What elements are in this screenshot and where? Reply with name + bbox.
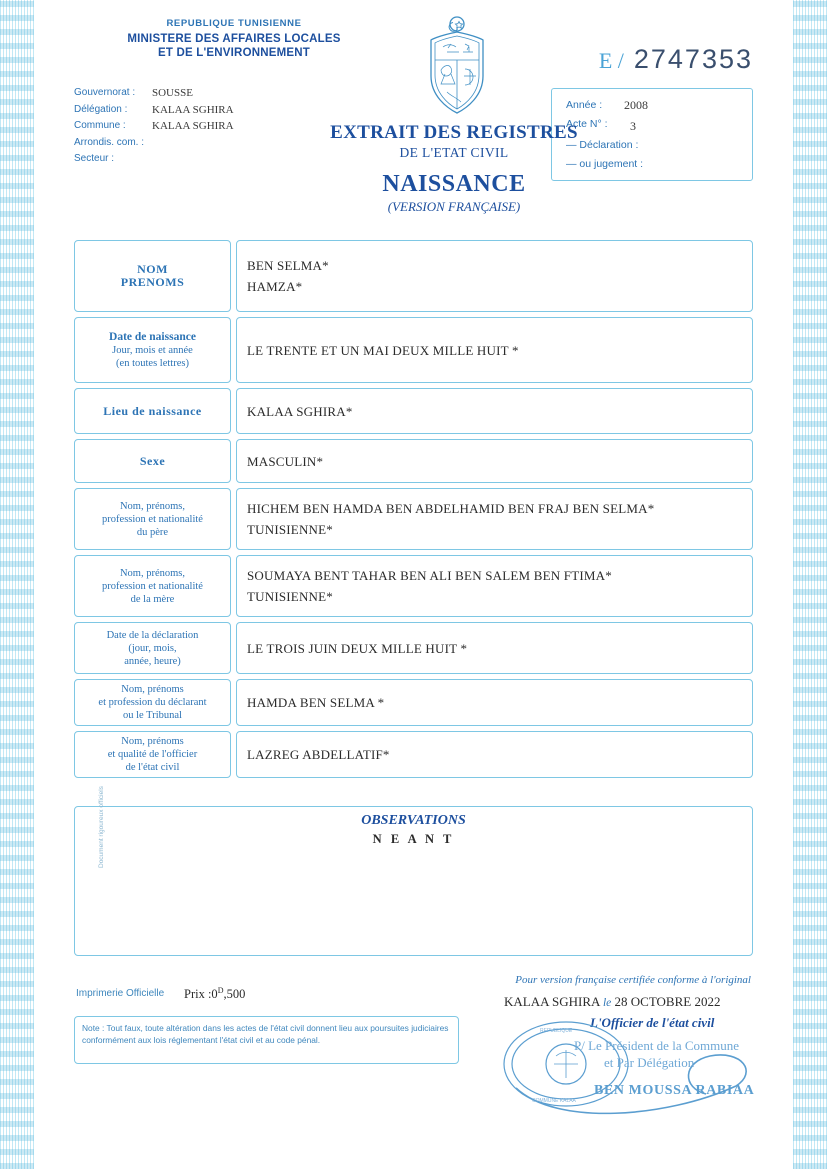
label-line: Nom, prénoms [121, 736, 184, 747]
label-line: (jour, mois, [128, 642, 177, 654]
price-label [184, 986, 245, 1002]
ministry-header [74, 18, 394, 61]
vertical-side-note: Document rigoureux officiels [98, 786, 105, 868]
national-emblem-icon [417, 14, 497, 119]
row-label-date-declaration [74, 622, 231, 674]
left-guilloche-border [0, 0, 34, 1169]
title-version: (VERSION FRANÇAISE) [387, 199, 521, 214]
label-line: Jour, mois et année [112, 344, 193, 356]
row-label-sexe [74, 439, 231, 483]
arrondissement-label: Arrondis. com. : [74, 136, 145, 148]
label-line: Sexe [139, 453, 166, 468]
value-line: HAMDA BEN SELMA * [247, 695, 385, 710]
declaration-label: — Déclaration : [566, 139, 639, 151]
document-sheet [34, 0, 793, 1169]
country-name: REPUBLIQUE TUNISIENNE [166, 18, 302, 29]
row-value-sexe [236, 439, 753, 483]
row-label-declarant [74, 679, 231, 726]
signature-le: le [602, 997, 612, 1009]
stamp-line-1: P/ Le Président de la Commune [574, 1038, 740, 1053]
value-line: KALAA SGHIRA* [247, 403, 353, 419]
secteur-label: Secteur : [74, 153, 115, 164]
row-label-nom-prenoms [74, 240, 231, 312]
civil-record-table [74, 240, 753, 783]
serial-number [599, 44, 753, 75]
conformity-statement: Pour version française certifiée conforme à l'original [515, 974, 751, 986]
table-row [74, 622, 753, 674]
price-decimals: ,500 [223, 987, 246, 1002]
table-row [74, 439, 753, 483]
row-label-officier [74, 731, 231, 778]
svg-text:COMMUNE KALAA: COMMUNE KALAA [532, 1098, 576, 1104]
table-row [74, 317, 753, 383]
table-row [74, 555, 753, 617]
title-etat-civil: DE L'ETAT CIVIL [399, 145, 509, 160]
label-line: de la mère [130, 593, 175, 605]
table-row [74, 679, 753, 726]
observations-title: OBSERVATIONS [361, 813, 466, 828]
acte-label: Acte N° : [566, 118, 608, 130]
acte-value: 3 [630, 119, 636, 133]
ident-row [74, 118, 234, 135]
legal-note: Note : Tout faux, toute altération dans les actes de l'état civil donnent lieu aux poursuites judiciaires conformément aux lois réglementant l'état civil et au code pénal. [74, 1016, 459, 1064]
gouvernorat-value: SOUSSE [152, 87, 193, 99]
stamp-signer-name: BEN MOUSSA RABIAA [594, 1083, 755, 1098]
price-text: Prix :0 [184, 987, 218, 1002]
value-line: BEN SELMA* [247, 258, 329, 273]
row-value-mere [236, 555, 753, 617]
row-value-pere [236, 488, 753, 550]
label-line: Date de naissance [109, 330, 196, 343]
row-label-date-naissance [74, 317, 231, 383]
label-line: NOM [137, 262, 168, 276]
administrative-identification [74, 85, 234, 168]
row-label-mere [74, 555, 231, 617]
label-line: et qualité de l'officier [107, 749, 198, 760]
serial-prefix: E / [598, 48, 624, 73]
label-line: (en toutes lettres) [116, 357, 189, 369]
label-line: Nom, prénoms, [119, 567, 186, 579]
row-value-date-declaration [236, 622, 753, 674]
value-line: SOUMAYA BENT TAHAR BEN ALI BEN SALEM BEN FTIMA* [247, 568, 612, 583]
label-line: Lieu de naissance [103, 403, 202, 418]
table-row [74, 488, 753, 550]
printer-label: Imprimerie Officielle [76, 988, 165, 999]
label-line: profession et nationalité [102, 580, 203, 592]
officer-title: L'Officier de l'état civil [590, 1015, 715, 1030]
value-line: MASCULIN* [247, 453, 324, 469]
signature-place: KALAA SGHIRA [504, 994, 600, 1009]
stamp-line-2: et Par Délégation [604, 1055, 695, 1070]
value-line: TUNISIENNE* [247, 522, 333, 537]
row-label-lieu-naissance [74, 388, 231, 434]
document-titles [289, 122, 619, 215]
label-line: de l'état civil [125, 762, 180, 773]
annee-label: Année : [566, 99, 603, 111]
label-line: profession et nationalité [102, 513, 203, 525]
ident-row [74, 102, 234, 119]
observations-section [74, 806, 753, 956]
signature-date: 28 OCTOBRE 2022 [614, 994, 721, 1009]
delegation-value: KALAA SGHIRA [152, 103, 234, 116]
row-value-date-naissance [236, 317, 753, 383]
row-value-lieu-naissance [236, 388, 753, 434]
gouvernorat-label: Gouvernorat : [74, 87, 136, 98]
title-extrait: EXTRAIT DES REGISTRES [330, 122, 578, 143]
commune-label: Commune : [74, 120, 126, 131]
observations-content: N E A N T [372, 832, 455, 846]
value-line: HAMZA* [247, 279, 303, 294]
label-line: du père [136, 526, 169, 538]
label-line: Date de la déclaration [106, 629, 199, 641]
table-row [74, 731, 753, 778]
price-currency: D [217, 986, 224, 995]
value-line: HICHEM BEN HAMDA BEN ABDELHAMID BEN FRAJ BEN SELMA* [247, 501, 655, 516]
jugement-label: — ou jugement : [566, 158, 644, 170]
right-guilloche-border [793, 0, 827, 1169]
value-line: LAZREG ABDELLATIF* [247, 747, 390, 762]
label-line: ou le Tribunal [123, 710, 182, 721]
serial-value: 2747353 [633, 44, 753, 74]
title-naissance: NAISSANCE [382, 171, 526, 197]
ident-row [74, 135, 234, 152]
value-line: LE TROIS JUIN DEUX MILLE HUIT * [247, 640, 468, 656]
row-value-officier [236, 731, 753, 778]
ident-row [74, 151, 234, 168]
ident-row [74, 85, 234, 102]
label-line: et profession du déclarant [98, 697, 207, 708]
svg-text:REPUBLIQUE: REPUBLIQUE [540, 1028, 573, 1034]
table-row [74, 388, 753, 434]
row-value-nom-prenoms [236, 240, 753, 312]
ministry-line-1: MINISTERE DES AFFAIRES LOCALES [127, 33, 341, 45]
row-label-pere [74, 488, 231, 550]
label-line: Nom, prénoms, [119, 500, 186, 512]
label-line: Nom, prénoms [121, 684, 184, 695]
annee-value: 2008 [624, 98, 648, 112]
label-line: année, heure) [124, 655, 181, 667]
delegation-label: Délégation : [74, 103, 128, 115]
table-row [74, 240, 753, 312]
label-line: PRENOMS [120, 275, 185, 289]
value-line: LE TRENTE ET UN MAI DEUX MILLE HUIT * [247, 342, 519, 358]
value-line: TUNISIENNE* [247, 589, 333, 604]
commune-value: KALAA SGHIRA [152, 120, 234, 132]
ministry-line-2: ET DE L'ENVIRONNEMENT [158, 47, 310, 60]
row-value-declarant [236, 679, 753, 726]
